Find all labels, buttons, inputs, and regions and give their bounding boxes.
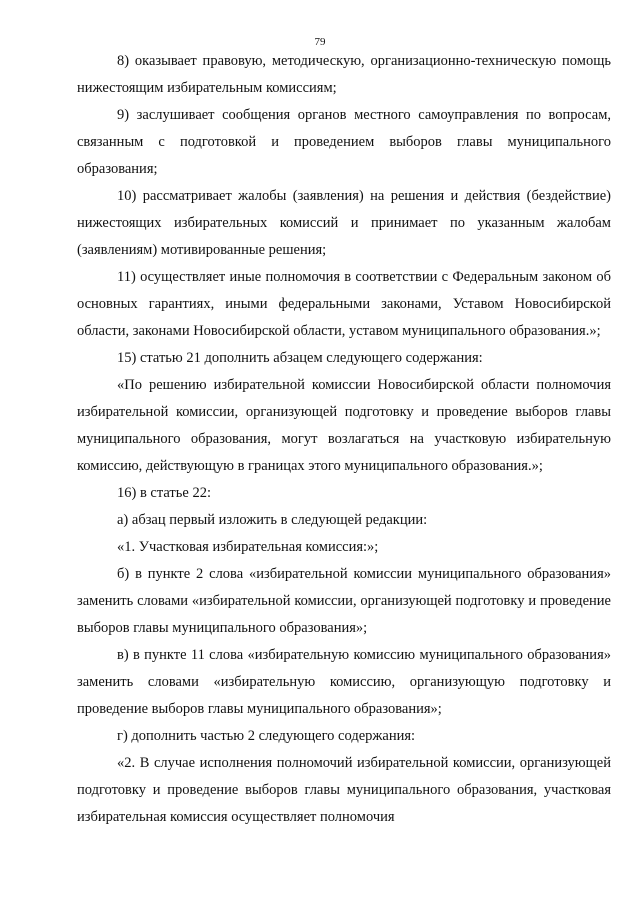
paragraph-subitem-v: в) в пункте 11 слова «избирательную комиссию муниципального образования» заменить словами «избирательную комиссию, организующую подготовку и проведение выборов главы муниципального образования»; xyxy=(77,647,611,717)
paragraph-item-10: 10) рассматривает жалобы (заявления) на решения и действия (бездействие) нижестоящих избирательных комиссий и принимает по указанным жалобам (заявлениям) мотивированные решения; xyxy=(77,188,611,258)
paragraph-item-11: 11) осуществляет иные полномочия в соответствии с Федеральным законом об основных гарантиях, иными федеральными законами, Уставом Новосибирской области, законами Новосибирской области, уставом муниципального образования.»; xyxy=(77,269,611,339)
paragraph-item-8: 8) оказывает правовую, методическую, организационно-техническую помощь нижестоящим избирательным комиссиям; xyxy=(77,53,611,96)
paragraph-quoted-item-1: «1. Участковая избирательная комиссия:»; xyxy=(117,539,379,555)
paragraph-subitem-g: г) дополнить частью 2 следующего содержания: xyxy=(117,728,416,744)
paragraph-quoted-article-21: «По решению избирательной комиссии Новосибирской области полномочия избирательной комиссии, организующей подготовку и проведение выборов главы муниципального образования, могут возлагаться на участковую избирательную комиссию, действующую в границах этого муниципального образования.»; xyxy=(77,377,611,474)
paragraph-subitem-b: б) в пункте 2 слова «избирательной комиссии муниципального образования» заменить словами «избирательной комиссии, организующей подготовку и проведение выборов главы муниципального образования»; xyxy=(77,566,611,636)
document-body xyxy=(77,48,611,831)
paragraph-amendment-15: 15) статью 21 дополнить абзацем следующего содержания: xyxy=(117,350,483,366)
page-number: 79 xyxy=(314,36,326,48)
paragraph-amendment-16: 16) в статье 22: xyxy=(117,485,211,501)
paragraph-subitem-a: а) абзац первый изложить в следующей редакции: xyxy=(117,512,428,528)
paragraph-item-9: 9) заслушивает сообщения органов местного самоуправления по вопросам, связанным с подготовкой и проведением выборов главы муниципального образования; xyxy=(77,107,611,177)
paragraph-quoted-item-2: «2. В случае исполнения полномочий избирательной комиссии, организующей подготовку и проведение выборов главы муниципального образования, участковая избирательная комиссия осуществляет полномочия xyxy=(77,755,611,825)
